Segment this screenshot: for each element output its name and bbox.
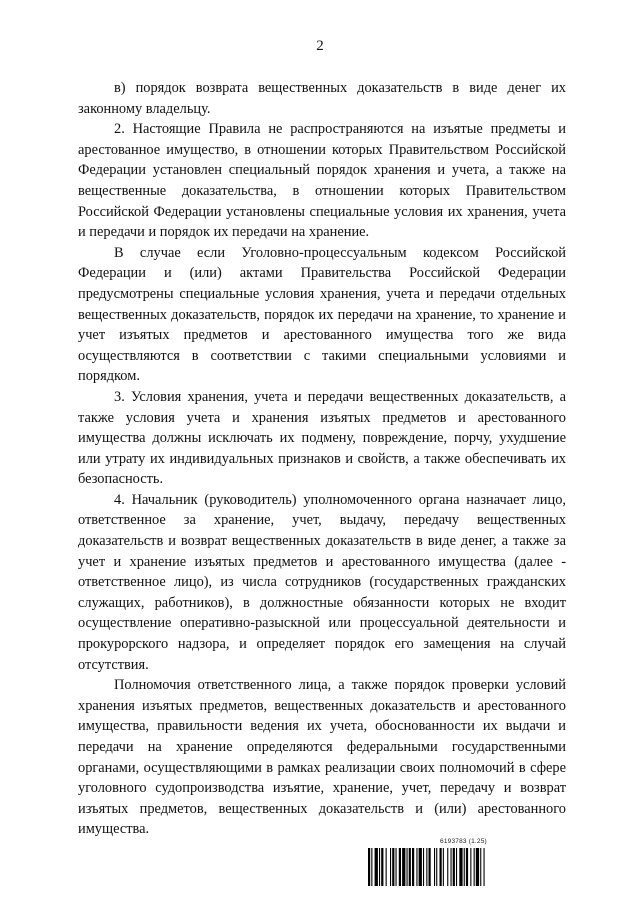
- barcode-label: 6193783 (1.25): [440, 838, 487, 845]
- page-number: 2: [316, 38, 324, 54]
- paragraph-clause-4-powers: Полномочия ответственного лица, а также порядок проверки условий хранения изъятых предметов, вещественных доказательств и арестованного имущества, правильности ведения их учета, обоснованности их выдачи и передачи на хранение определяются федеральными государственными органами, осуществляющими в рамках реализации своих полномочий в сфере уголовного судопроизводства изъятие, хранение, учет, передачу и возврат изъятых предметов, вещественных доказательств и (или) арестованного имущества.: [78, 677, 566, 838]
- paragraph-clause-4: 4. Начальник (руководитель) уполномоченного органа назначает лицо, ответственное за хранение, учет, выдачу, передачу вещественных доказательств и возврат вещественных доказательств в виде денег, а также за учет и хранение изъятых предметов и арестованного имущества (далее - ответственное лицо), из числа сотрудников (государственных гражданских служащих, работников), в должностные обязанности которых не входит осуществление оперативно-разыскной или процессуальной деятельности и прокурорского надзора, и определяет порядок его замещения на случай отсутствия.: [78, 491, 566, 673]
- paragraph-item-v: в) порядок возврата вещественных доказательств в виде денег их законному владельцу.: [78, 80, 566, 117]
- document-body: [78, 78, 566, 840]
- paragraph-clause-2-special-case: В случае если Уголовно-процессуальным кодексом Российской Федерации и (или) актами Правительства Российской Федерации предусмотрены специальные условия хранения, учета и передачи отдельных вещественных доказательств, порядок их передачи на хранение, то хранение и учет изъятых предметов и арестованного имущества того же вида осуществляются в соответствии с такими специальными условиями и порядком.: [78, 244, 566, 385]
- paragraph-clause-2: 2. Настоящие Правила не распространяются на изъятые предметы и арестованное имущество, в отношении которых Правительством Российской Федерации установлен специальный порядок хранения и учета, а также на вещественные доказательства, в отношении которых Правительством Российской Федерации установлены специальные условия их хранения, учета и передачи и порядок их передачи на хранение.: [78, 121, 566, 241]
- document-barcode: [368, 838, 570, 888]
- barcode-icon: [368, 848, 570, 886]
- paragraph-clause-3: 3. Условия хранения, учета и передачи вещественных доказательств, а также условия учета и хранения изъятых предметов и арестованного имущества должны исключать их подмену, повреждение, порчу, ухудшение или утрату их индивидуальных признаков и свойств, а также обеспечивать их безопасность.: [78, 388, 566, 488]
